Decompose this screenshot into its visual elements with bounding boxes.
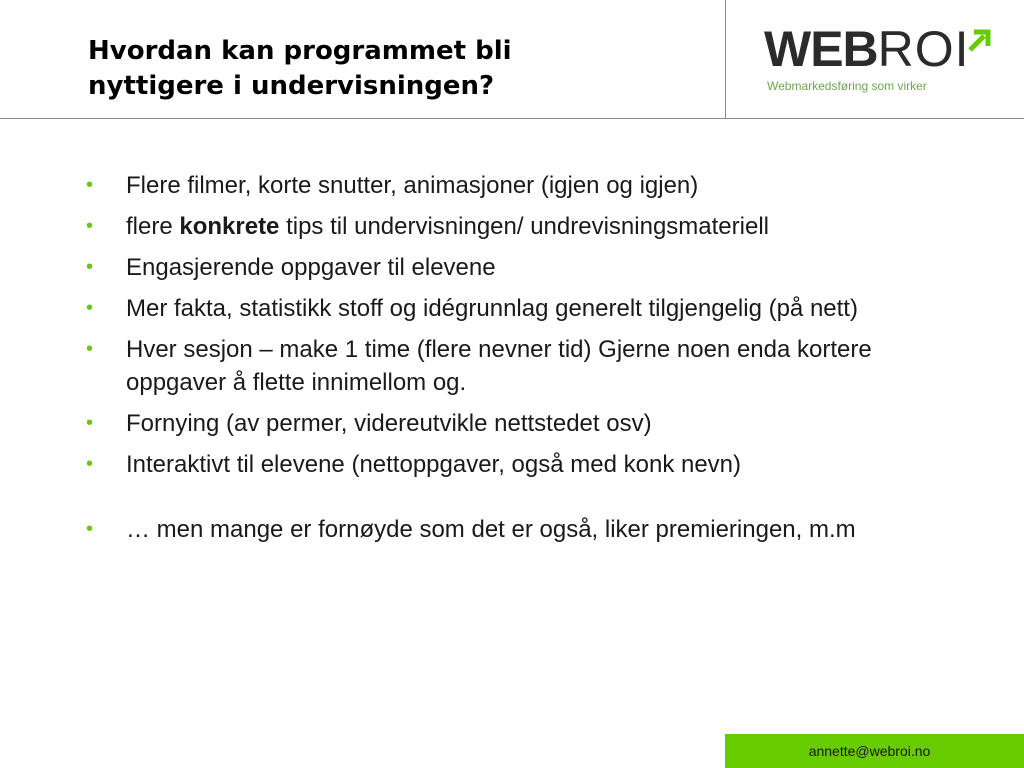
bullet-item bbox=[86, 513, 946, 546]
bullet-item bbox=[86, 407, 946, 440]
bullet-text: Mer fakta, statistikk stoff og idégrunnlag generelt tilgjengelig (på nett) bbox=[126, 295, 858, 322]
bullet-item bbox=[86, 333, 946, 399]
bullet-item bbox=[86, 448, 946, 481]
bullet-dot-icon: • bbox=[86, 338, 94, 360]
bullet-text: Interaktivt til elevene (nettoppgaver, også med konk nevn) bbox=[126, 451, 742, 478]
bullet-dot-icon: • bbox=[86, 412, 94, 434]
footer-email: annette@webroi.no bbox=[808, 743, 931, 759]
logo-word-web: WEB bbox=[764, 21, 878, 77]
slide-title bbox=[88, 34, 688, 104]
bullet-text-after: tips til undervisningen/ undrevisningsmateriell bbox=[279, 213, 769, 240]
header-divider bbox=[725, 0, 726, 119]
header-rule bbox=[0, 118, 1024, 119]
slide-title-line-2: nyttigere i undervisningen? bbox=[88, 71, 495, 101]
bullet-item bbox=[86, 292, 946, 325]
webroi-logo bbox=[764, 21, 994, 96]
bullet-dot-icon: • bbox=[86, 453, 94, 475]
slide-title-line-1: Hvordan kan programmet bli bbox=[88, 36, 512, 66]
bullet-text-emphasis: konkrete bbox=[179, 213, 280, 240]
bullet-dot-icon: • bbox=[86, 297, 94, 319]
bullet-text: Hver sesjon – make 1 time (flere nevner tid) Gjerne noen enda kortere oppgaver å flette innimellom og. bbox=[126, 336, 872, 396]
bullet-dot-icon: • bbox=[86, 215, 94, 237]
logo-wordmark bbox=[764, 21, 970, 77]
bullet-text: Fornying (av permer, videreutvikle nettstedet osv) bbox=[126, 410, 652, 437]
bullet-item bbox=[86, 251, 946, 284]
bullet-item bbox=[86, 169, 946, 202]
bullet-dot-icon: • bbox=[86, 174, 94, 196]
bullet-dot-icon: • bbox=[86, 518, 94, 540]
logo-word-roi: ROI bbox=[877, 21, 970, 77]
bullet-item bbox=[86, 210, 946, 243]
arrow-up-right-icon bbox=[964, 28, 992, 56]
footer-bar bbox=[725, 734, 1024, 768]
bullet-text: Engasjerende oppgaver til elevene bbox=[126, 254, 496, 281]
slide-header bbox=[0, 0, 1024, 119]
bullet-list bbox=[86, 169, 946, 554]
bullet-text: Flere filmer, korte snutter, animasjoner (igjen og igjen) bbox=[126, 172, 699, 199]
bullet-text-before: flere bbox=[126, 213, 180, 240]
logo-tagline: Webmarkedsføring som virker bbox=[767, 79, 927, 93]
bullet-text: … men mange er fornøyde som det er også, liker premieringen, m.m bbox=[126, 516, 856, 543]
bullet-dot-icon: • bbox=[86, 256, 94, 278]
